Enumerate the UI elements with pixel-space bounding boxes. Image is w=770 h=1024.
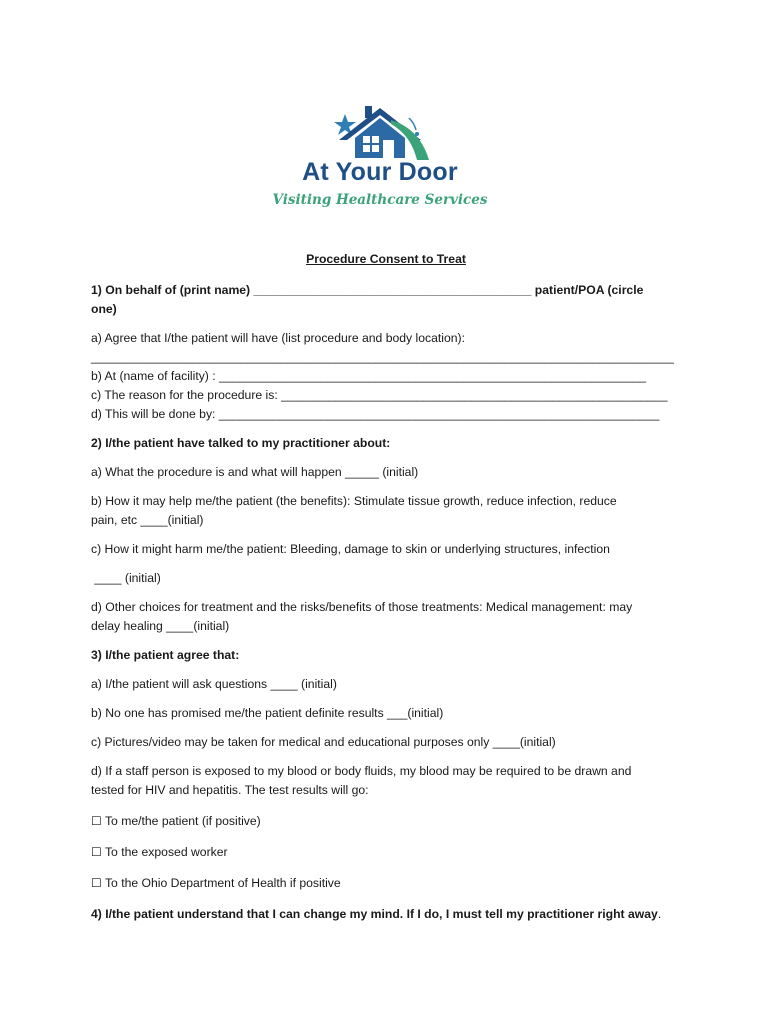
consent-form [91, 250, 681, 924]
option-exposed-worker-label: To the exposed worker [104, 845, 228, 859]
section-3-item-b: b) No one has promised me/the patient definite results ___(initial) [91, 706, 444, 720]
section-2-heading: 2) I/the patient have talked to my practitioner about: [91, 436, 391, 450]
checkbox-patient[interactable]: ☐ [91, 814, 102, 828]
section-2-item-d-line-1: d) Other choices for treatment and the risks/benefits of those treatments: Medical management: may [91, 600, 633, 614]
section-4-heading: 4) I/the patient understand that I can change my mind. If I do, I must tell my practitioner right away [91, 907, 658, 921]
section-1-line-1: 1) On behalf of (print name) _________________________________________ patient/POA (circle [91, 283, 644, 297]
section-3-item-a: a) I/the patient will ask questions ____ (initial) [91, 677, 337, 691]
logo-tagline: Visiting Healthcare Services [272, 192, 488, 208]
house-logo-icon [325, 100, 435, 162]
item-b-facility: b) At (name of facility) : _______________________________________________________________ [91, 369, 647, 383]
section-3-item-c: c) Pictures/video may be taken for medical and educational purposes only ____(initial) [91, 735, 556, 749]
option-patient-label: To me/the patient (if positive) [104, 814, 261, 828]
option-ohio-health-dept-label: To the Ohio Department of Health if positive [104, 876, 341, 890]
checkbox-exposed-worker[interactable]: ☐ [91, 845, 102, 859]
form-title: Procedure Consent to Treat [306, 252, 466, 266]
company-logo [270, 100, 490, 215]
section-2-item-b-line-2: pain, etc ____(initial) [91, 513, 204, 527]
section-2-item-d-line-2: delay healing ____(initial) [91, 619, 230, 633]
section-2-item-c-line-2: ____ (initial) [91, 571, 161, 585]
option-ohio-health-dept [91, 874, 681, 893]
checkbox-ohio-health-dept[interactable]: ☐ [91, 876, 102, 890]
option-exposed-worker [91, 843, 681, 862]
section-3-item-d-line-2: tested for HIV and hepatitis. The test results will go: [91, 783, 369, 797]
section-2-item-b-line-1: b) How it may help me/the patient (the benefits): Stimulate tissue growth, reduce infection, reduce [91, 494, 617, 508]
item-c-reason: c) The reason for the procedure is: _________________________________________________________ [91, 388, 668, 402]
option-patient [91, 812, 681, 831]
item-a-procedure: a) Agree that I/the patient will have (list procedure and body location): [91, 331, 465, 345]
section-2-item-a: a) What the procedure is and what will happen _____ (initial) [91, 465, 419, 479]
section-4-period: . [657, 907, 662, 921]
section-3-item-d-line-1: d) If a staff person is exposed to my blood or body fluids, my blood may be required to be drawn and [91, 764, 632, 778]
section-3-heading: 3) I/the patient agree that: [91, 648, 240, 662]
section-2-item-c-line-1: c) How it might harm me/the patient: Bleeding, damage to skin or underlying structures, infection [91, 542, 610, 556]
section-4 [91, 905, 681, 924]
item-a-blank-line: ______________________________________________________________________________________ [91, 350, 674, 364]
logo-company-name: At Your Door [302, 158, 458, 186]
item-d-done-by: d) This will be done by: _________________________________________________________________ [91, 407, 660, 421]
section-1-line-2: one) [91, 302, 117, 316]
